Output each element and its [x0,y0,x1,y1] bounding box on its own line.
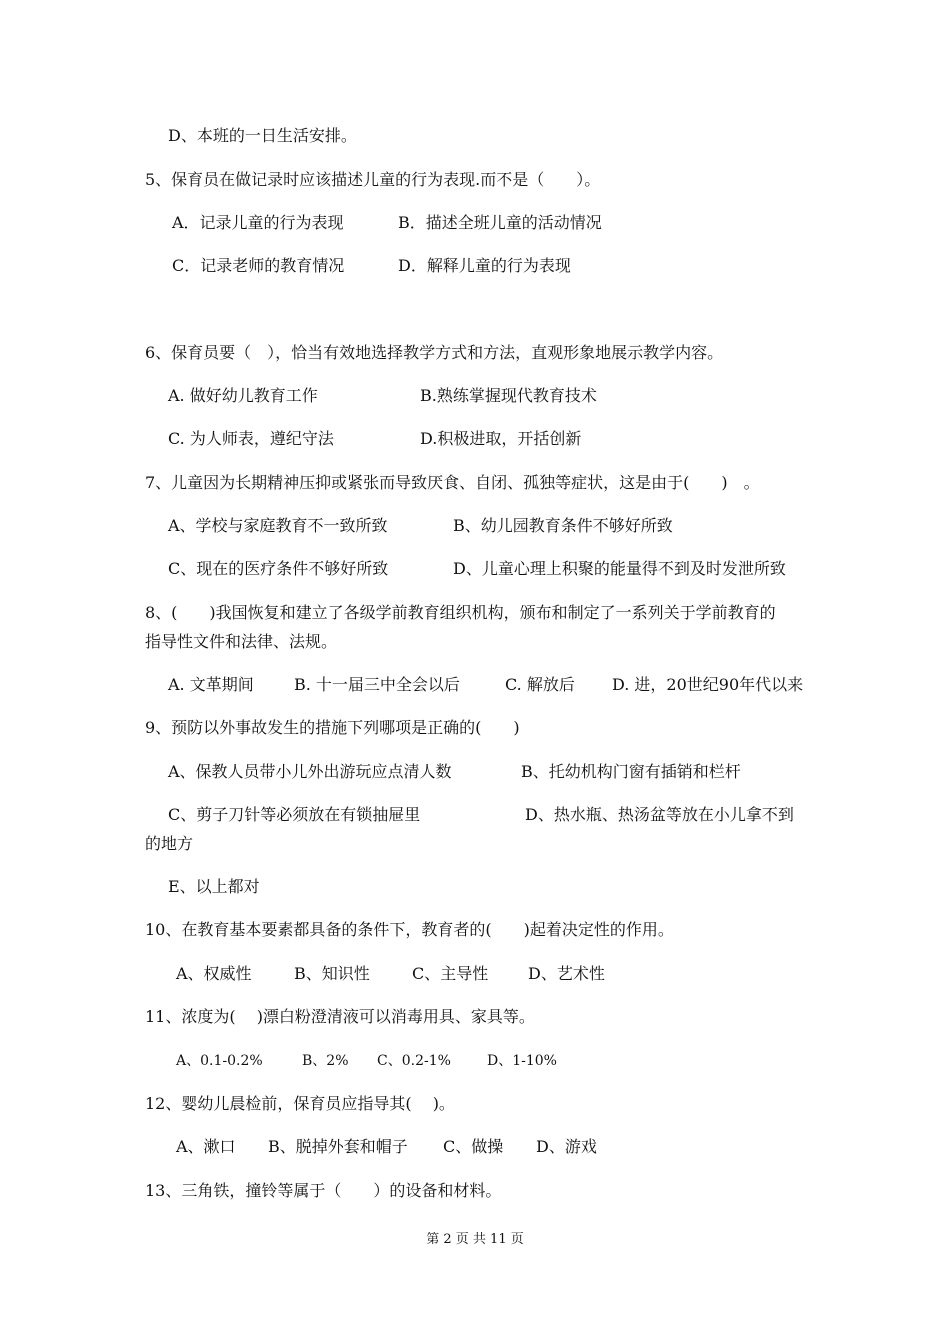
question-8-stem-line-1: 8、( )我国恢复和建立了各级学前教育组织机构，颁布和制定了一系列关于学前教育的 [145,603,776,622]
question-11-option-a: A、0.1-0.2% [176,1053,263,1069]
question-9-option-d-continued: 的地方 [145,834,194,853]
question-5-option-c: C．记录老师的教育情况 [172,256,345,275]
question-5-option-d: D．解释儿童的行为表现 [398,256,571,275]
question-9-option-b: B、托幼机构门窗有插销和栏杆 [521,762,741,781]
question-7-option-b: B、幼儿园教育条件不够好所致 [453,516,673,535]
question-7-option-a: A、学校与家庭教育不一致所致 [168,516,388,535]
question-9-option-e: E、以上都对 [168,877,260,896]
question-12-option-b: B、脱掉外套和帽子 [268,1137,408,1156]
question-8-option-b: B. 十一届三中全会以后 [294,675,460,694]
question-8-option-d: D. 进，20世纪90年代以来 [612,675,804,694]
question-10-option-a: A、权威性 [176,964,252,983]
question-7-option-c: C、现在的医疗条件不够好所致 [168,559,389,578]
question-12-option-a: A、漱口 [176,1137,236,1156]
question-5-option-a: A．记录儿童的行为表现 [172,213,344,232]
question-12-stem: 12、婴幼儿晨检前，保育员应指导其( )。 [145,1094,455,1113]
question-10-option-c: C、主导性 [412,964,489,983]
question-7-stem: 7、儿童因为长期精神压抑或紧张而导致厌食、自闭、孤独等症状，这是由于( ) 。 [145,473,760,492]
question-6-option-b: B.熟练掌握现代教育技术 [420,386,597,405]
page-footer: 第 2 页 共 11 页 [426,1232,524,1247]
question-6-stem: 6、保育员要（ ），恰当有效地选择教学方式和方法，直观形象地展示教学内容。 [145,343,724,362]
question-12-option-c: C、做操 [443,1137,504,1156]
question-8-option-c: C. 解放后 [505,675,575,694]
question-7-option-d: D、儿童心理上积聚的能量得不到及时发泄所致 [453,559,786,578]
question-6-option-a: A. 做好幼儿教育工作 [168,386,318,405]
question-11-option-b: B、2% [302,1053,349,1069]
question-11-stem: 11、浓度为( )漂白粉澄清液可以消毒用具、家具等。 [145,1007,535,1026]
question-9-stem: 9、预防以外事故发生的措施下列哪项是正确的( ) [145,718,520,737]
question-8-stem-line-2: 指导性文件和法律、法规。 [145,632,338,651]
question-11-option-d: D、1-10% [487,1053,557,1069]
question-10-option-d: D、艺术性 [528,964,605,983]
question-12-option-d: D、游戏 [536,1137,597,1156]
question-5-stem: 5、保育员在做记录时应该描述儿童的行为表现.而不是（ ）。 [145,170,601,189]
question-9-option-d: D、热水瓶、热汤盆等放在小儿拿不到 [525,805,794,824]
question-4-option-d: D、本班的一日生活安排。 [168,126,357,145]
question-9-option-a: A、保教人员带小儿外出游玩应点清人数 [168,762,452,781]
question-6-option-d: D.积极进取，开括创新 [420,429,582,448]
question-8-option-a: A. 文革期间 [168,675,254,694]
question-10-stem: 10、在教育基本要素都具备的条件下，教育者的( )起着决定性的作用。 [145,920,674,939]
question-11-option-c: C、0.2-1% [377,1053,451,1069]
question-6-option-c: C. 为人师表，遵纪守法 [168,429,334,448]
question-9-option-c: C、剪子刀针等必须放在有锁抽屉里 [168,805,421,824]
question-13-stem: 13、三角铁，撞铃等属于（ ）的设备和材料。 [145,1181,502,1200]
question-5-option-b: B．描述全班儿童的活动情况 [398,213,602,232]
question-10-option-b: B、知识性 [294,964,370,983]
